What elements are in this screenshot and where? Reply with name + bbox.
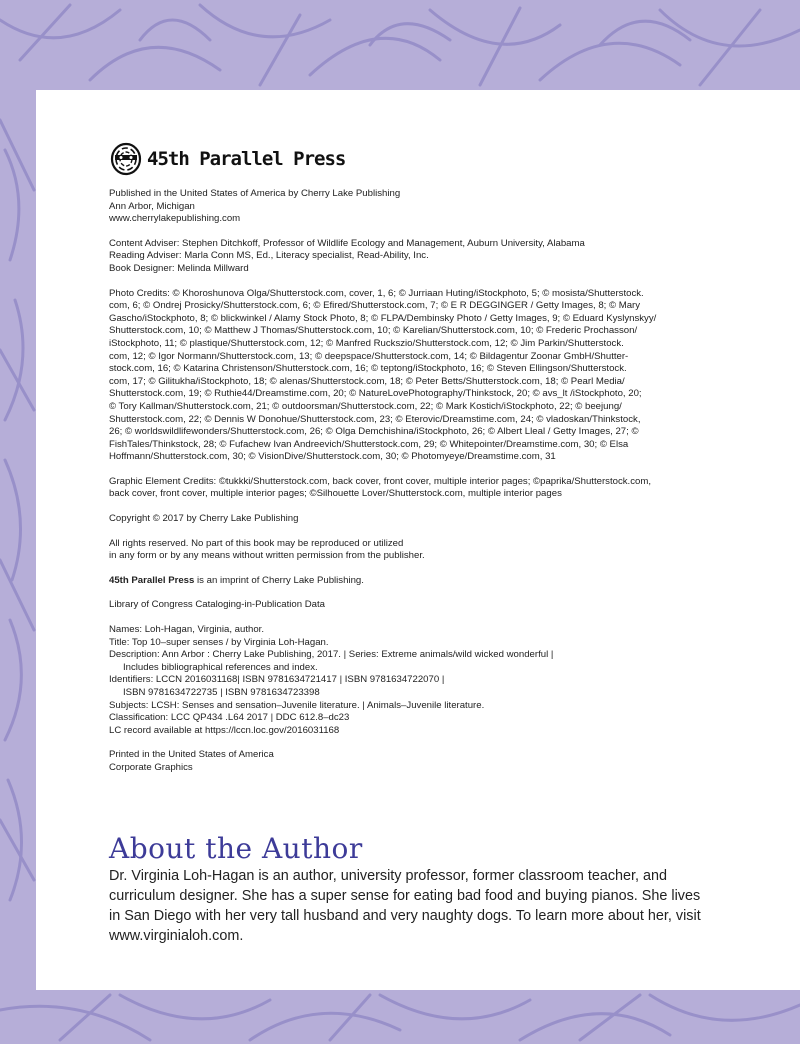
publisher-block <box>109 188 719 226</box>
photo-credit-line: 26; © worldswildlifewonders/Shutterstock.com, 26; © Olga Demchishina/iStockphoto, 26; © Albert Lleal / Getty Images, 27; © <box>109 426 639 438</box>
adviser-line: Content Adviser: Stephen Ditchkoff, Professor of Wildlife Ecology and Management, Auburn University, Alabama <box>109 237 585 249</box>
about-line: in San Diego with her very tall husband and very naughty dogs. To learn more about her, visit <box>109 908 701 924</box>
about-line: curriculum designer. She has a super sense for eating bad food and buying pianos. She lives <box>109 888 701 904</box>
photo-credit-line: Shutterstock.com, 10; © Matthew J Thomas/Shutterstock.com, 10; © Karelian/Shutterstock.com, 10; © Frederic Prochasson/ <box>109 325 638 337</box>
publisher-line: Ann Arbor, Michigan <box>109 200 195 212</box>
adviser-line: Reading Adviser: Marla Conn MS, Ed., Literacy specialist, Read-Ability, Inc. <box>109 250 429 262</box>
imprint-line <box>109 575 719 588</box>
cataloging-line: LC record available at https://lccn.loc.gov/2016031168 <box>109 724 340 736</box>
copyright-notice <box>109 513 719 526</box>
loc-heading-block <box>109 599 719 612</box>
logo-text: 45th Parallel Press <box>147 148 346 170</box>
graphic-credit-line: Graphic Element Credits: ©tukkki/Shutterstock.com, back cover, front cover, multiple interior pages; ©paprika/Shutterstock.com, <box>109 475 652 487</box>
printed-line: Printed in the United States of America <box>109 749 274 761</box>
about-line: Dr. Virginia Loh-Hagan is an author, university professor, former classroom teacher, and <box>109 868 668 884</box>
photo-credit-line: © Tory Kallman/Shutterstock.com, 21; © outdoorsman/Shutterstock.com, 22; © Mark Kostich/iStockphoto, 22; © beejung/ <box>109 400 622 412</box>
photo-credit-line: Hoffmann/Shutterstock.com, 30; © VisionDive/Shutterstock.com, 30; © Photomyeye/Dreamstime.com, 31 <box>109 451 556 463</box>
about-author-text <box>109 866 729 946</box>
publisher-logo <box>109 140 719 178</box>
cataloging-line: Title: Top 10–super senses / by Virginia Loh-Hagan. <box>109 636 329 648</box>
fingerprint-face-icon <box>109 142 143 176</box>
cataloging-line: Subjects: LCSH: Senses and sensation–Juvenile literature. | Animals–Juvenile literature. <box>109 699 485 711</box>
photo-credit-line: com, 12; © Igor Normann/Shutterstock.com, 13; © deepspace/Shutterstock.com, 14; © Bildagentur Zoonar GmbH/Shutter- <box>109 350 629 362</box>
loc-heading: Library of Congress Cataloging-in-Publication Data <box>109 599 325 611</box>
photo-credit-line: Gascho/iStockphoto, 8; © blickwinkel / Alamy Stock Photo, 8; © FLPA/Dembinsky Photo / Getty Images, 9; © Eduard Kyslynskyy/ <box>109 312 657 324</box>
publisher-line: www.cherrylakepublishing.com <box>109 213 241 225</box>
photo-credit-line: iStockphoto, 11; © plastique/Shutterstock.com, 12; © Manfred Ruckszio/Shutterstock.com, 12; © Jim Parkin/Shutterstock. <box>109 337 624 349</box>
photo-credit-line: Shutterstock.com, 19; © Ruthie44/Dreamstime.com, 20; © NatureLovePhotography/Thinkstock, 20; © avs_lt /iStockphoto, 20; <box>109 388 642 400</box>
cataloging-line: Description: Ann Arbor : Cherry Lake Publishing, 2017. | Series: Extreme animals/wild wicked wonderful | <box>109 649 554 661</box>
photo-credit-line: FishTales/Thinkstock, 28; © Fufachew Ivan Andreevich/Shutterstock.com, 29; © Whitepointer/Dreamstime.com, 30; © Elsa <box>109 438 629 450</box>
copyright-line: Copyright © 2017 by Cherry Lake Publishing <box>109 513 299 525</box>
advisers-block <box>109 238 719 276</box>
photo-credit-line: com, 6; © Ondrej Prosicky/Shutterstock.com, 6; © Efired/Shutterstock.com, 7; © E R DEGGINGER / Getty Images, 8; © Mary <box>109 300 641 312</box>
photo-credit-line: Photo Credits: © Khoroshunova Olga/Shutterstock.com, cover, 1, 6; © Jurriaan Huting/iStockphoto, 5; © mosista/Shutterstock. <box>109 287 644 299</box>
rights-line: in any form or by any means without written permission from the publisher. <box>109 550 425 562</box>
rights-line: All rights reserved. No part of this book may be reproduced or utilized <box>109 537 404 549</box>
cataloging-line: Names: Loh-Hagan, Virginia, author. <box>109 624 265 636</box>
copyright-page <box>36 90 800 990</box>
cataloging-line: ISBN 9781634722735 | ISBN 9781634723398 <box>123 687 320 698</box>
imprint-rest: is an imprint of Cherry Lake Publishing. <box>194 574 364 586</box>
graphic-credits-block <box>109 476 719 501</box>
photo-credit-line: com, 17; © Gilitukha/iStockphoto, 18; © alenas/Shutterstock.com, 18; © Peter Betts/Shutterstock.com, 18; © Pearl Media/ <box>109 375 625 387</box>
graphic-credit-line: back cover, front cover, multiple interior pages; ©Silhouette Lover/Shutterstock.com, multiple interior pages <box>109 488 562 500</box>
rights-block <box>109 538 719 563</box>
about-line: www.virginialoh.com. <box>109 928 244 944</box>
photo-credit-line: Shutterstock.com, 22; © Dennis W Donohue/Shutterstock.com, 23; © Eterovic/Dreamstime.com, 24; © vladoskan/Thinkstock, <box>109 413 641 425</box>
cataloging-line: Includes bibliographical references and index. <box>123 661 318 673</box>
adviser-line: Book Designer: Melinda Millward <box>109 262 249 274</box>
cataloging-block <box>109 624 719 737</box>
about-author-heading: About the Author <box>109 832 363 865</box>
printed-line: Corporate Graphics <box>109 761 193 773</box>
cataloging-line: Identifiers: LCCN 2016031168| ISBN 9781634721417 | ISBN 9781634722070 | <box>109 674 445 686</box>
photo-credit-line: stock.com, 16; © Katarina Christenson/Shutterstock.com, 16; © teptong/iStockphoto, 16; © Steven Ellingson/Shutterstock. <box>109 363 627 375</box>
photo-credits-block <box>109 288 719 464</box>
printed-block <box>109 749 719 774</box>
imprint-name: 45th Parallel Press <box>109 574 195 586</box>
publisher-line: Published in the United States of America by Cherry Lake Publishing <box>109 188 401 199</box>
copyright-content <box>109 140 719 775</box>
cataloging-line: Classification: LCC QP434 .L64 2017 | DDC 612.8–dc23 <box>109 712 350 724</box>
imprint-block <box>109 575 719 588</box>
